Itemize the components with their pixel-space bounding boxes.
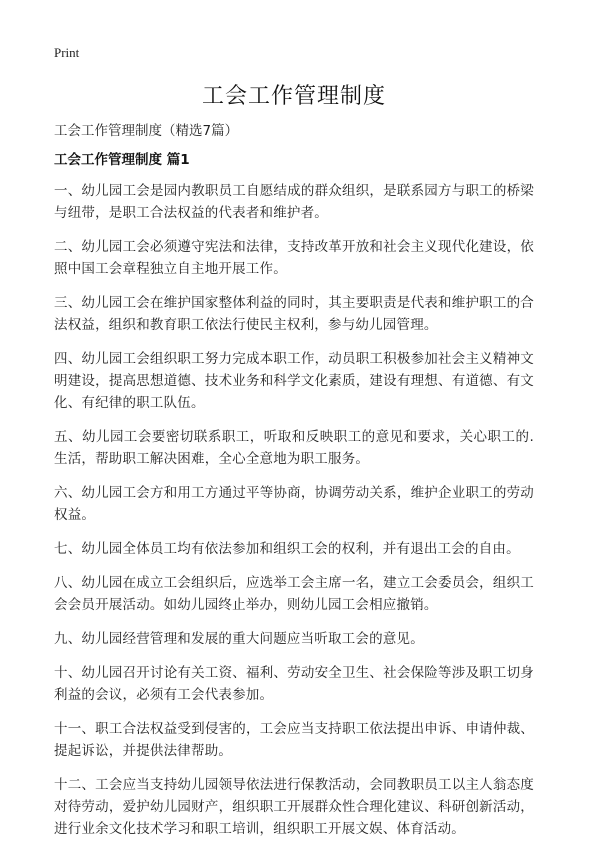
section-heading: 工会工作管理制度 篇1	[54, 152, 190, 168]
paragraph-8: 八、幼儿园在成立工会组织后，应选举工会主席一名，建立工会委员会，组织工会会员开展活动。如幼儿园终止举办，则幼儿园工会相应撤销。	[54, 575, 534, 613]
paragraph-11: 十一、职工合法权益受到侵害的，工会应当支持职工依法提出申诉、申请仲裁、提起诉讼，并提供法律帮助。	[54, 721, 534, 759]
document-subtitle: 工会工作管理制度（精选7篇）	[54, 123, 239, 139]
paragraph-6: 六、幼儿园工会方和用工方通过平等协商，协调劳动关系，维护企业职工的劳动权益。	[54, 485, 534, 523]
paragraph-2: 二、幼儿园工会必须遵守宪法和法律，支持改革开放和社会主义现代化建设，依照中国工会章程独立自主地开展工作。	[54, 239, 534, 277]
paragraph-9: 九、幼儿园经营管理和发展的重大问题应当听取工会的意见。	[54, 631, 424, 647]
paragraph-7: 七、幼儿园全体员工均有依法参加和组织工会的权利，并有退出工会的自由。	[54, 541, 520, 557]
paragraph-12: 十二、工会应当支持幼儿园领导依法进行保教活动，会同教职员工以主人翁态度对待劳动，爱护幼儿园财产，组织职工开展群众性合理化建议、科研创新活动，进行业余文化技术学习和职工培训，组织职工开展文娱、体育活动。	[54, 777, 534, 837]
document-body	[54, 180, 534, 852]
paragraph-1: 一、幼儿园工会是园内教职员工自愿结成的群众组织，是联系园方与职工的桥梁与纽带，是职工合法权益的代表者和维护者。	[54, 183, 534, 221]
print-label: Print	[54, 45, 80, 60]
page-title: 工会工作管理制度	[201, 84, 386, 109]
paragraph-5: 五、幼儿园工会要密切联系职工，听取和反映职工的意见和要求，关心职工的.生活，帮助职工解决困难，全心全意地为职工服务。	[54, 429, 534, 467]
paragraph-4: 四、幼儿园工会组织职工努力完成本职工作，动员职工积极参加社会主义精神文明建设，提高思想道德、技术业务和科学文化素质，建设有理想、有道德、有文化、有纪律的职工队伍。	[54, 351, 534, 411]
paragraph-3: 三、幼儿园工会在维护国家整体利益的同时，其主要职责是代表和维护职工的合法权益，组织和教育职工依法行使民主权利，参与幼儿园管理。	[54, 295, 534, 333]
paragraph-10: 十、幼儿园召开讨论有关工资、福利、劳动安全卫生、社会保险等涉及职工切身利益的会议，必须有工会代表参加。	[54, 665, 534, 703]
